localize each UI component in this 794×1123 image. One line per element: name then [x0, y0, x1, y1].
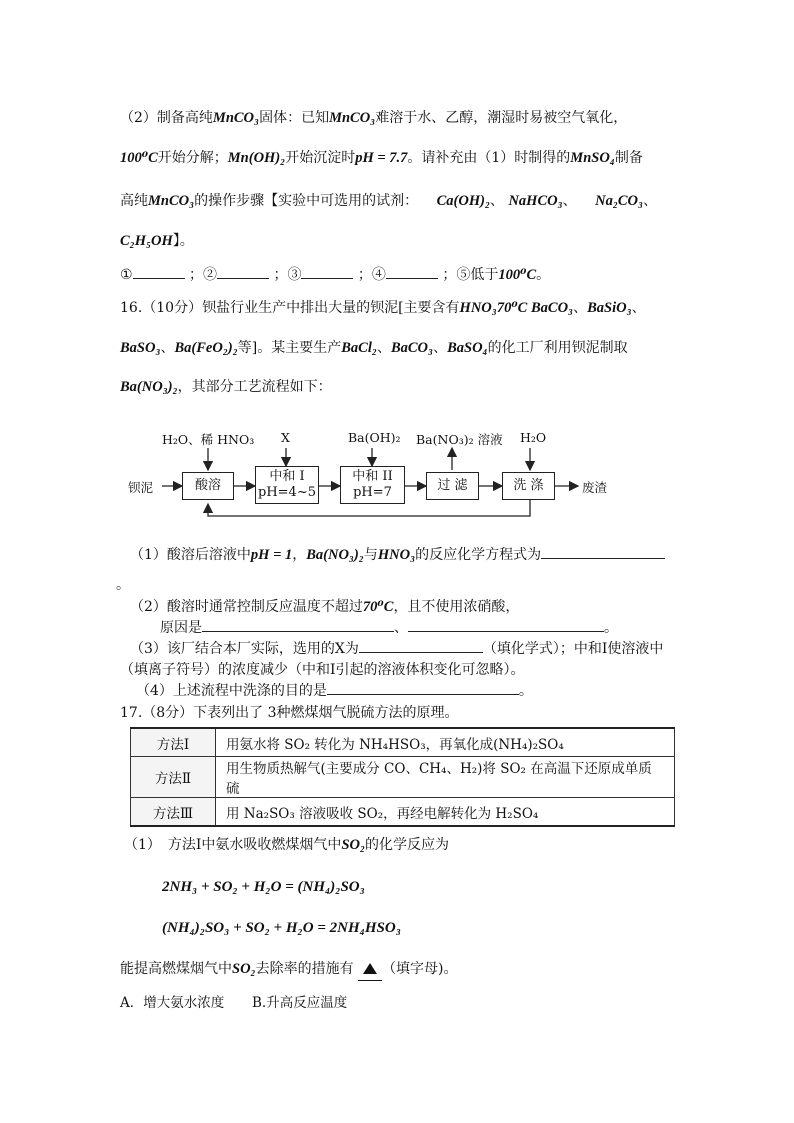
- table-row: [131, 798, 675, 827]
- answer-blank-x[interactable]: [359, 638, 483, 653]
- flow-in-acid: H₂O、稀 HNO₃: [162, 432, 255, 447]
- answer-blank-equation[interactable]: [541, 544, 665, 559]
- equation-1: 2NH₃ + SO₂ + H₂O = (NH₄)₂SO₃: [162, 879, 365, 895]
- q15-line-1: （2）制备高纯MnCO₃固体：已知MnCO₃难溶于水、乙醇，潮湿时易被空气氧化，: [120, 110, 628, 126]
- q15-line-2: 100⁰C开始分解；Mn(OH)₂开始沉淀时pH = 7.7。请补充由（1）时制得的MnSO₄制备: [120, 150, 643, 166]
- formula-mnco3: MnCO₃: [212, 110, 260, 126]
- flow-in-water: H₂O: [520, 430, 547, 445]
- q17-measures: 能提高燃煤烟气中SO₂去除率的措施有 （填字母)。: [120, 958, 458, 981]
- flow-box-acid-dissolve: 酸溶: [182, 472, 234, 500]
- flow-box-filter: 过 滤: [426, 472, 479, 500]
- answer-blank-measures[interactable]: [358, 958, 382, 981]
- answer-blank-reason-1[interactable]: [202, 617, 394, 632]
- method-name: 方法Ⅱ: [131, 757, 216, 798]
- flow-in-x: X: [281, 430, 290, 445]
- answer-blank-1[interactable]: [133, 264, 185, 279]
- method-name: 方法Ⅰ: [131, 728, 216, 757]
- option-b: B.升高反应温度: [252, 995, 348, 1011]
- q16-sub-2: （2）酸溶时通常控制反应温度不超过70⁰C，且不使用浓硝酸，: [130, 599, 520, 615]
- q16-sub-4: （4）上述流程中洗涤的目的是 。: [136, 680, 533, 702]
- flow-in-baoh2: Ba(OH)₂: [348, 430, 401, 445]
- q16-sub-3-cont: （填离子符号）的浓度减少（中和Ⅰ引起的溶液体积变化可忽略）。: [120, 662, 525, 678]
- option-a: A．增大氨水浓度: [120, 995, 225, 1011]
- q16-sub-2-reason: 原因是 、 。: [160, 617, 618, 639]
- flow-box-wash: 洗 涤: [502, 472, 555, 500]
- answer-blank-reason-2[interactable]: [408, 617, 604, 632]
- answer-blank-wash-purpose[interactable]: [327, 680, 519, 695]
- method-name: 方法Ⅲ: [131, 798, 216, 827]
- q16-heading: 16.（10分）钡盐行业生产中排出大量的钡泥[主要含有HNO₃70⁰C BaCO₃、BaSiO₃、: [120, 300, 646, 316]
- answer-blank-3[interactable]: [301, 264, 353, 279]
- flow-box-neutralize-1: 中和 I pH=4~5: [255, 466, 319, 504]
- flow-out-solution: Ba(NO₃)₂ 溶液: [416, 432, 503, 447]
- q15-steps: ① ；② ；③ ；④ ；⑤低于100⁰C。: [120, 264, 550, 286]
- q15-line-3: 高纯MnCO₃的操作步骤【实验中可选用的试剂： Ca(OH)₂、 NaHCO₃、 Na₂CO₃、: [120, 193, 658, 209]
- process-flow-diagram: [120, 420, 640, 530]
- method-desc: 用 Na₂SO₃ 溶液吸收 SO₂，再经电解转化为 H₂SO₄: [216, 798, 675, 827]
- table-row: [131, 728, 675, 757]
- q16-line-2: BaSO₃、Ba(FeO₂)₂等]。某主要生产BaCl₂、BaCO₃、BaSO₄的化工厂利用钡泥制取: [120, 340, 628, 356]
- q16-sub-1-end: 。: [116, 577, 130, 593]
- q17-heading: 17.（8分）下表列出了 3种燃煤烟气脱硫方法的原理。: [120, 705, 459, 721]
- q16-sub-1: （1）酸溶后溶液中pH = 1，Ba(NO₃)₂与HNO₃的反应化学方程式为: [130, 544, 665, 566]
- method-desc: 用生物质热解气(主要成分 CO、CH₄、H₂)将 SO₂ 在高温下还原成单质硫: [216, 757, 675, 798]
- flow-box-neutralize-2: 中和 II pH=7: [340, 466, 405, 504]
- q16-sub-3: （3）该厂结合本厂实际，选用的X为 （填化学式）；中和Ⅰ使溶液中: [130, 638, 663, 660]
- method-desc: 用氨水将 SO₂ 转化为 NH₄HSO₃，再氧化成(NH₄)₂SO₄: [216, 728, 675, 757]
- table-row: [131, 757, 675, 798]
- q16-line-3: Ba(NO₃)₂，其部分工艺流程如下：: [120, 379, 332, 395]
- answer-blank-2[interactable]: [217, 264, 269, 279]
- flow-output-residue: 废渣: [582, 480, 608, 495]
- desulfurization-methods-table: [130, 727, 675, 827]
- answer-blank-4[interactable]: [386, 264, 438, 279]
- triangle-icon: [363, 963, 377, 974]
- q15-line-4: C₂H₅OH】。: [120, 233, 194, 249]
- equation-2: (NH₄)₂SO₃ + SO₂ + H₂O = 2NH₄HSO₃: [162, 920, 401, 936]
- q17-sub-1: （1） 方法Ⅰ中氨水吸收燃煤烟气中SO₂的化学反应为: [124, 837, 450, 853]
- flow-input-mud: 钡泥: [128, 480, 154, 495]
